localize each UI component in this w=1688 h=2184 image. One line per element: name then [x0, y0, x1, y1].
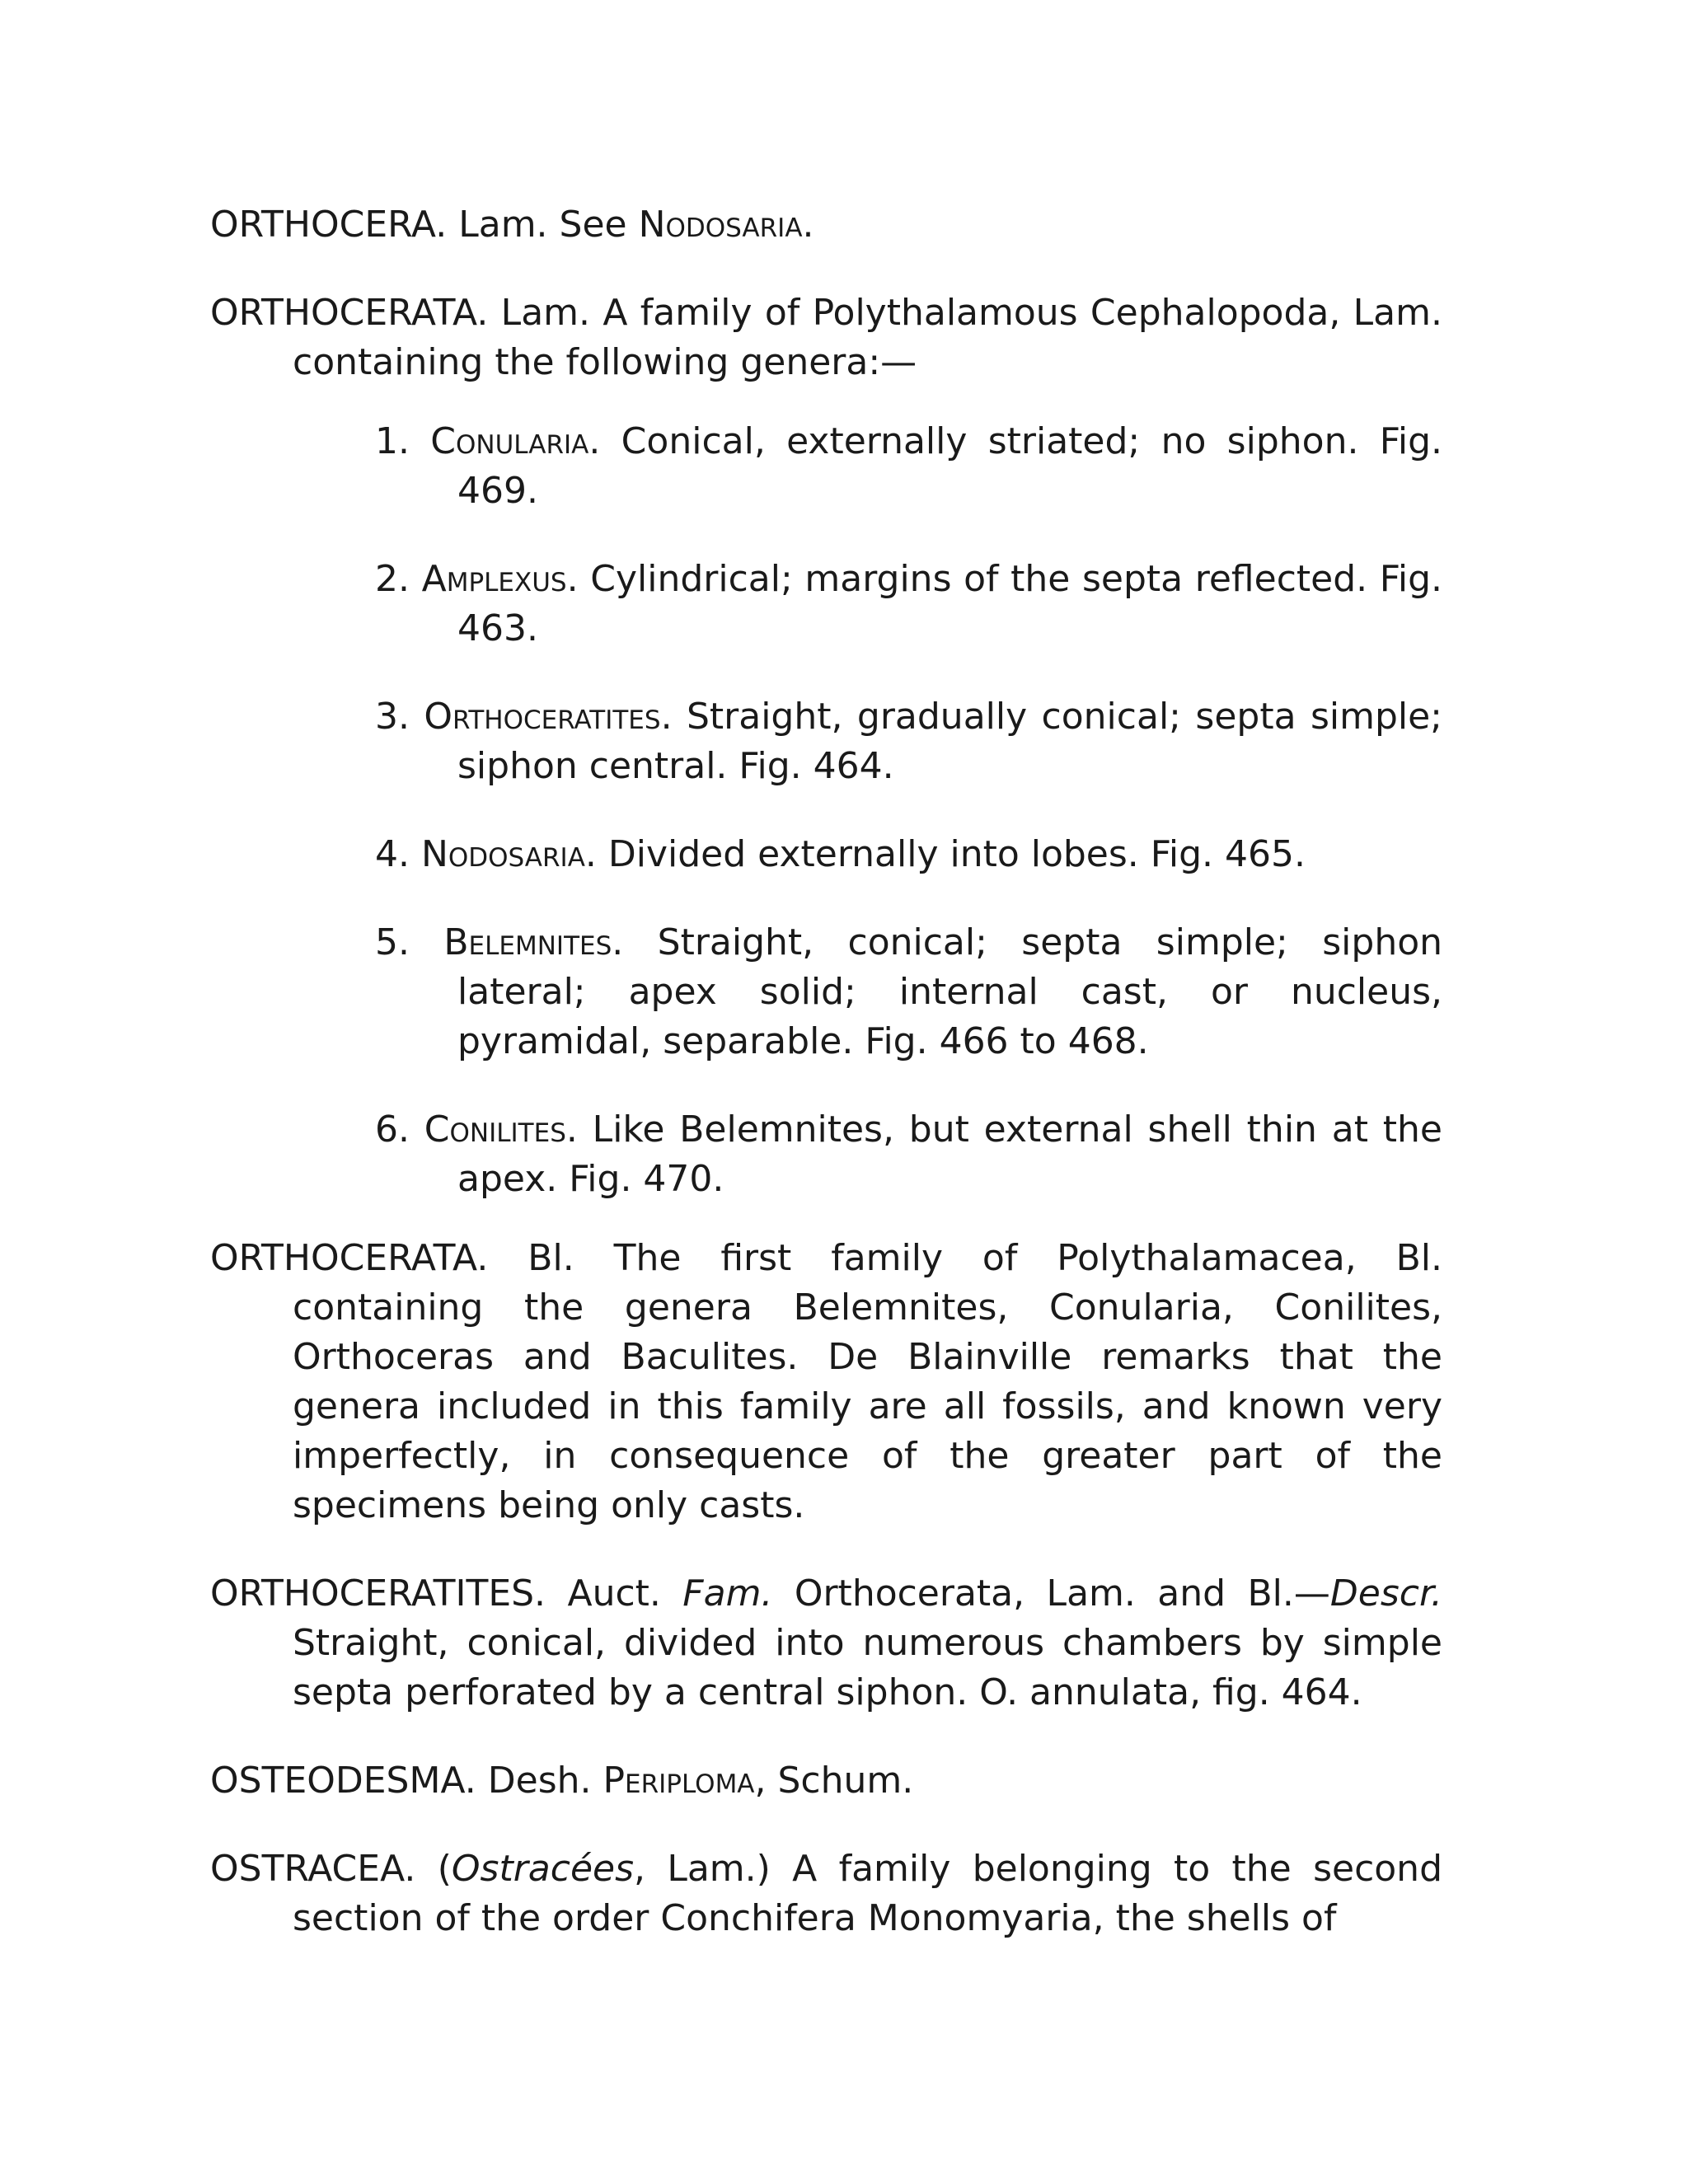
genus-description: . Straight, gradually conical; septa simple; siphon central. Fig. 464.: [457, 696, 1443, 787]
genus-name: Amplexus: [421, 558, 567, 600]
genus-name: Nodosaria: [420, 833, 585, 875]
entry-ostracea: [210, 1844, 1442, 1943]
genus-number: 4.: [375, 833, 421, 875]
genus-name: Conularia: [430, 420, 589, 462]
entry-orthocerata-lam: [210, 288, 1442, 387]
entry-text: , Lam.) A family belonging to the second section of the order Conchifera Monomyaria, the shells of: [293, 1848, 1442, 1939]
entry-tail: .: [802, 204, 814, 246]
entry-head: ORTHOCERA.: [210, 204, 448, 246]
genus-list: [210, 417, 1442, 1204]
entry-text: Auct.: [546, 1572, 683, 1615]
genus-number: 2.: [375, 558, 422, 600]
entry-orthocera: [210, 200, 1442, 250]
genus-item-nodosaria: [375, 830, 1442, 879]
family-label: Fam.: [682, 1572, 773, 1615]
genus-number: 3.: [375, 696, 424, 738]
entry-text: Lam. A family of Polythalamous Cephalopoda, Lam. containing the following genera:—: [293, 292, 1442, 383]
genus-item-orthoceratites: [375, 692, 1442, 791]
entry-head: OSTRACEA.: [210, 1848, 416, 1890]
genus-description: . Divided externally into lobes. Fig. 465.: [584, 833, 1306, 875]
genus-description: . Straight, conical; septa simple; siphon lateral; apex solid; internal cast, or nucleus, pyramidal, separable. Fig. 466 to 468.: [457, 921, 1443, 1062]
genus-name: Orthoceratites: [424, 696, 661, 738]
entry-head: ORTHOCERATITES.: [210, 1572, 546, 1615]
genus-number: 6.: [375, 1108, 424, 1151]
cross-reference: Nodosaria: [638, 204, 803, 246]
dictionary-page: [210, 200, 1442, 1982]
genus-description: . Cylindrical; margins of the septa reflected. Fig. 463.: [457, 558, 1442, 649]
genus-name: Conilites: [424, 1108, 566, 1151]
french-name: Ostracées: [451, 1848, 635, 1890]
entry-text: (: [415, 1848, 452, 1890]
cross-reference: Periploma: [603, 1760, 755, 1802]
entry-head: ORTHOCERATA.: [210, 1237, 489, 1279]
genus-description: . Like Belemnites, but external shell thin at the apex. Fig. 470.: [457, 1108, 1442, 1200]
genus-item-conilites: [375, 1105, 1442, 1204]
entry-text: Lam. See: [447, 204, 639, 246]
entry-text: Orthocerata, Lam. and Bl.—: [772, 1572, 1330, 1615]
entry-head: ORTHOCERATA.: [210, 292, 489, 334]
entry-text: Bl. The first family of Polythalamacea, Bl. containing the genera Belemnites, Conularia, Conilites, Orthoceras and Baculites. De Blainville remarks that the genera included in this family are all fossils, and known very imperfectly, in consequence of the greater part of the specimens being only casts.: [293, 1237, 1442, 1526]
entry-orthocerata-bl: [210, 1234, 1442, 1530]
genus-item-conularia: [375, 417, 1442, 516]
entry-osteodesma: [210, 1756, 1442, 1806]
entry-text: Straight, conical, divided into numerous chambers by simple septa perforated by a central siphon. O. annulata, fig. 464.: [293, 1622, 1442, 1713]
genus-name: Belemnites: [443, 921, 612, 963]
entry-text: Desh.: [476, 1760, 603, 1802]
genus-description: . Conical, externally striated; no siphon. Fig. 469.: [457, 420, 1442, 512]
description-label: Descr.: [1329, 1572, 1442, 1615]
genus-item-amplexus: [375, 555, 1442, 654]
entry-head: OSTEODESMA.: [210, 1760, 476, 1802]
genus-number: 5.: [375, 921, 444, 963]
entry-orthoceratites: [210, 1569, 1442, 1718]
entry-tail: , Schum.: [754, 1760, 914, 1802]
genus-number: 1.: [375, 420, 431, 462]
genus-item-belemnites: [375, 918, 1442, 1066]
